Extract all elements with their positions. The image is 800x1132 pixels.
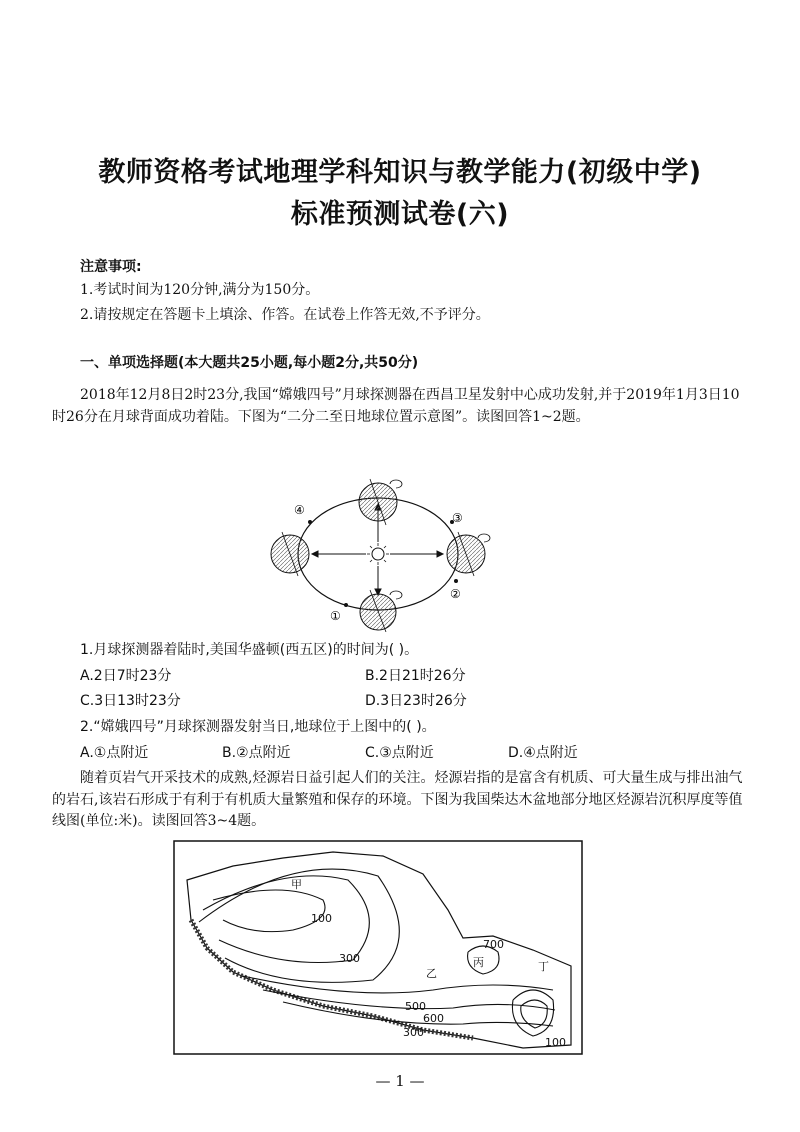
contour-label-100: 100 xyxy=(311,912,332,925)
map-label-bing: 丙 xyxy=(473,956,484,969)
contour-label-300: 300 xyxy=(339,952,360,965)
notice-heading: 注意事项: xyxy=(80,259,142,275)
passage-2 xyxy=(52,768,752,833)
contour-map xyxy=(173,840,583,1055)
orbit-label-3: ③ xyxy=(452,511,463,525)
q2-stem: 2.“嫦娥四号”月球探测器发射当日,地球位于上图中的( )。 xyxy=(80,719,436,735)
point-4-marker xyxy=(308,520,312,524)
page-number: — 1 — xyxy=(375,1072,425,1090)
earth-right xyxy=(447,532,490,576)
earth-bottom xyxy=(360,590,402,632)
q1-option-b: B.2日21时26分 xyxy=(365,668,466,684)
orbit-label-2: ② xyxy=(450,587,461,601)
orbit-label-4: ④ xyxy=(294,503,305,517)
point-2-marker xyxy=(454,579,458,583)
notice-item-2: 2.请按规定在答题卡上填涂、作答。在试卷上作答无效,不予评分。 xyxy=(80,307,490,323)
q2-option-b: B.②点附近 xyxy=(222,745,291,761)
map-label-ding: 丁 xyxy=(538,960,549,973)
contour-label-100b: 100 xyxy=(545,1036,566,1049)
exam-title-line2: 标准预测试卷(六) xyxy=(290,199,510,230)
q1-option-a: A.2日7时23分 xyxy=(80,668,172,684)
q1-option-d: D.3日23时26分 xyxy=(365,693,467,709)
notice-item-1: 1.考试时间为120分钟,满分为150分。 xyxy=(80,282,320,298)
q2-option-d: D.④点附近 xyxy=(508,745,578,761)
map-label-yi: 乙 xyxy=(426,967,437,980)
q1-stem: 1.月球探测器着陆时,美国华盛顿(西五区)的时间为( )。 xyxy=(80,642,419,658)
map-label-jia: 甲 xyxy=(291,878,302,891)
section-heading: 一、单项选择题(本大题共25小题,每小题2分,共50分) xyxy=(80,355,419,371)
contour-label-300b: 300 xyxy=(403,1026,424,1039)
earth-left xyxy=(271,532,309,576)
q1-option-c: C.3日13时23分 xyxy=(80,693,181,709)
contour-label-600: 600 xyxy=(423,1012,444,1025)
passage-2-text: 随着页岩气开采技术的成熟,烃源岩日益引起人们的关注。烃源岩指的是富含有机质、可大量生成与排出油气的岩石,该岩石形成于有利于有机质大量繁殖和保存的环境。下图为我国柴达木盆地部分地区烃源岩沉积厚度等值线图(单位:米)。读图回答3~4题。 xyxy=(52,770,743,829)
q2-option-c: C.③点附近 xyxy=(365,745,434,761)
q2-option-a: A.①点附近 xyxy=(80,745,149,761)
earth-top xyxy=(359,479,402,525)
orbit-label-1: ① xyxy=(330,609,341,623)
sun-icon xyxy=(367,543,389,565)
contour-label-500: 500 xyxy=(405,1000,426,1013)
contour-label-700: 700 xyxy=(483,938,504,951)
orbit-diagram xyxy=(260,462,500,632)
passage-1 xyxy=(52,385,752,428)
passage-1-text: 2018年12月8日2时23分,我国“嫦娥四号”月球探测器在西昌卫星发射中心成功发射,并于2019年1月3日10时26分在月球背面成功着陆。下图为“二分二至日地球位置示意图”。读图回答1~2题。 xyxy=(52,387,740,425)
exam-title-line1: 教师资格考试地理学科知识与教学能力(初级中学) xyxy=(98,157,702,188)
point-1-marker xyxy=(344,603,348,607)
